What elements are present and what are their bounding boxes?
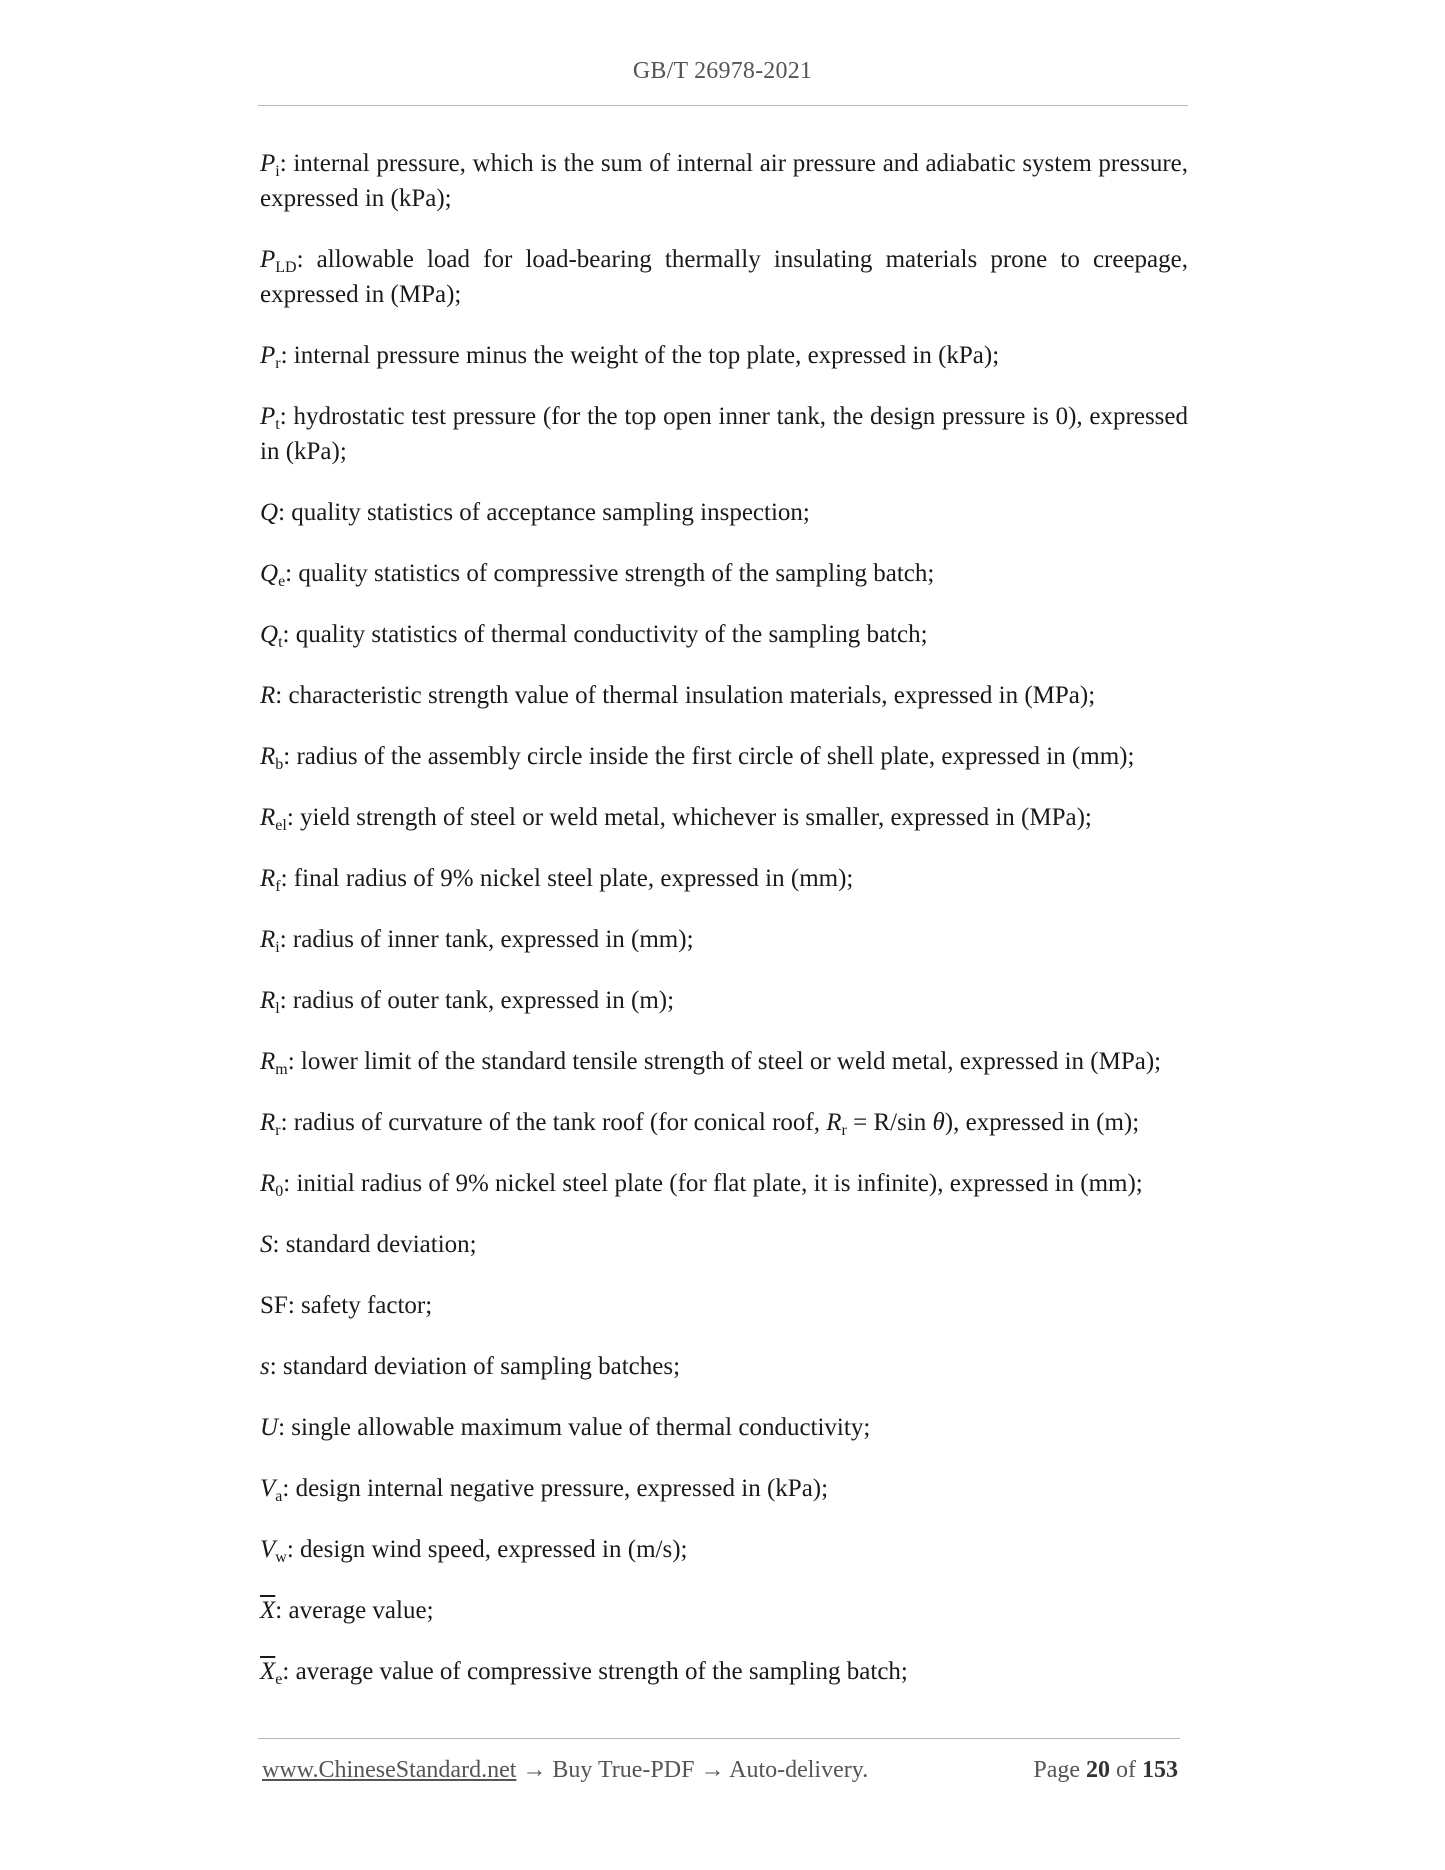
symbol: R [260,804,276,831]
definition-text: : average value of compressive strength of the sampling batch; [282,1658,908,1685]
definition-entry [260,1349,1188,1384]
definition-entry-roof-curvature [260,1105,1188,1140]
definition-entry [260,146,1188,216]
definition-text: : lower limit of the standard tensile strength of steel or weld metal, expressed in (MPa); [287,1048,1162,1075]
definition-entry [260,1471,1188,1506]
symbol-subscript: a [275,1488,283,1505]
definition-entry [260,556,1188,591]
symbol: R [260,926,276,953]
symbol-x-bar: $\overline{X}$ [260,1658,276,1685]
symbol-subscript: LD [275,259,297,276]
symbol: P [260,246,276,273]
symbol-subscript: b [275,756,284,773]
definition-text: : characteristic strength value of thermal insulation materials, expressed in (MPa); [275,682,1096,709]
page-total: 153 [1142,1757,1178,1783]
definition-text: : internal pressure, which is the sum of internal air pressure and adiabatic system pressure, expressed in (kPa); [260,150,1188,212]
definition-text: : standard deviation of sampling batches; [269,1353,681,1380]
symbol-subscript: l [275,1000,280,1017]
inline-symbol: R [826,1109,842,1136]
definition-text: : hydrostatic test pressure (for the top open inner tank, the design pressure is 0), expressed in (kPa); [260,403,1188,465]
definition-entry [260,399,1188,469]
definition-entry [260,800,1188,835]
definition-text: : quality statistics of acceptance sampling inspection; [278,499,810,526]
theta-symbol: θ [932,1109,945,1136]
symbol-subscript: t [278,634,283,651]
symbol: Q [260,499,279,526]
symbol: R [260,743,276,770]
definition-text: : standard deviation; [272,1231,477,1258]
symbol: s [260,1353,270,1380]
symbol-subscript: e [275,1671,283,1688]
definition-entry [260,1227,1188,1262]
symbol: P [260,150,276,177]
definition-entry-average [260,1654,1188,1689]
symbol-subscript: i [275,939,280,956]
symbol: R [260,682,276,709]
symbol-subscript: 0 [275,1183,284,1200]
symbol-subscript: r [275,1122,281,1139]
symbol: R [260,1109,276,1136]
page-header: GB/T 26978-2021 [632,58,813,84]
definition-entry [260,678,1188,713]
footer-promo [262,1757,868,1784]
definition-text: : initial radius of 9% nickel steel plate (for flat plate, it is infinite), expressed in (mm); [283,1170,1143,1197]
symbol: V [260,1536,276,1563]
symbol: V [260,1475,276,1502]
definition-text-end: ), expressed in (m); [944,1109,1140,1136]
symbol-subscript: m [275,1061,288,1078]
definition-entry [260,861,1188,896]
definition-text: : radius of curvature of the tank roof (for conical roof, [280,1109,827,1136]
definition-entry [260,1288,1188,1323]
definition-text: : single allowable maximum value of thermal conductivity; [278,1414,871,1441]
footer-promo-text: → Buy True-PDF → Auto-delivery. [516,1757,869,1783]
symbol-x-bar: $\overline{X}$ [260,1597,276,1624]
symbol-subscript: e [278,573,286,590]
symbol-definitions [260,146,1188,1715]
definition-text: : radius of the assembly circle inside the first circle of shell plate, expressed in (mm); [283,743,1135,770]
definition-entry [260,617,1188,652]
definition-text: : design wind speed, expressed in (m/s); [286,1536,688,1563]
definition-entry [260,242,1188,312]
definition-text: : quality statistics of thermal conductivity of the sampling batch; [282,621,928,648]
definition-entry [260,1532,1188,1567]
site-link[interactable]: www.ChineseStandard.net [262,1757,517,1783]
definition-text: : final radius of 9% nickel steel plate, expressed in (mm); [280,865,854,892]
formula-text: = R/sin [846,1109,933,1136]
definition-text: : yield strength of steel or weld metal, whichever is smaller, expressed in (MPa); [286,804,1092,831]
symbol: R [260,1048,276,1075]
symbol-subscript: f [275,878,281,895]
symbol: SF [260,1292,288,1319]
symbol: U [260,1414,279,1441]
symbol-subscript: w [275,1549,287,1566]
symbol: P [260,403,276,430]
symbol-subscript: el [275,817,287,834]
footer-divider [258,1738,1180,1739]
definition-entry-average [260,1593,1188,1628]
definition-text: : radius of outer tank, expressed in (m); [279,987,675,1014]
symbol: S [260,1231,273,1258]
definition-text: : radius of inner tank, expressed in (mm); [279,926,694,953]
definition-text: : internal pressure minus the weight of the top plate, expressed in (kPa); [280,342,1000,369]
definition-entry [260,338,1188,373]
definition-text: : allowable load for load-bearing thermally insulating materials prone to creepage, expressed in (MPa); [260,246,1188,308]
page-current: 20 [1086,1757,1110,1783]
page-of: of [1110,1757,1142,1783]
page-label: Page [1033,1757,1086,1783]
symbol: R [260,987,276,1014]
symbol-subscript: r [275,355,281,372]
definition-entry [260,1410,1188,1445]
definition-entry [260,739,1188,774]
symbol: Q [260,560,279,587]
definition-text: : design internal negative pressure, expressed in (kPa); [282,1475,829,1502]
page-number [1033,1757,1178,1784]
inline-subscript: r [841,1122,847,1139]
definition-text: : safety factor; [287,1292,433,1319]
definition-text: : average value; [275,1597,434,1624]
symbol-subscript: i [275,163,280,180]
definition-entry [260,983,1188,1018]
symbol: R [260,865,276,892]
symbol: Q [260,621,279,648]
definition-entry [260,495,1188,530]
definition-entry [260,1044,1188,1079]
definition-entry [260,1166,1188,1201]
symbol-subscript: t [275,416,280,433]
symbol: P [260,342,276,369]
definition-text: : quality statistics of compressive strength of the sampling batch; [285,560,935,587]
definition-entry [260,922,1188,957]
header-divider [258,105,1188,106]
symbol: R [260,1170,276,1197]
